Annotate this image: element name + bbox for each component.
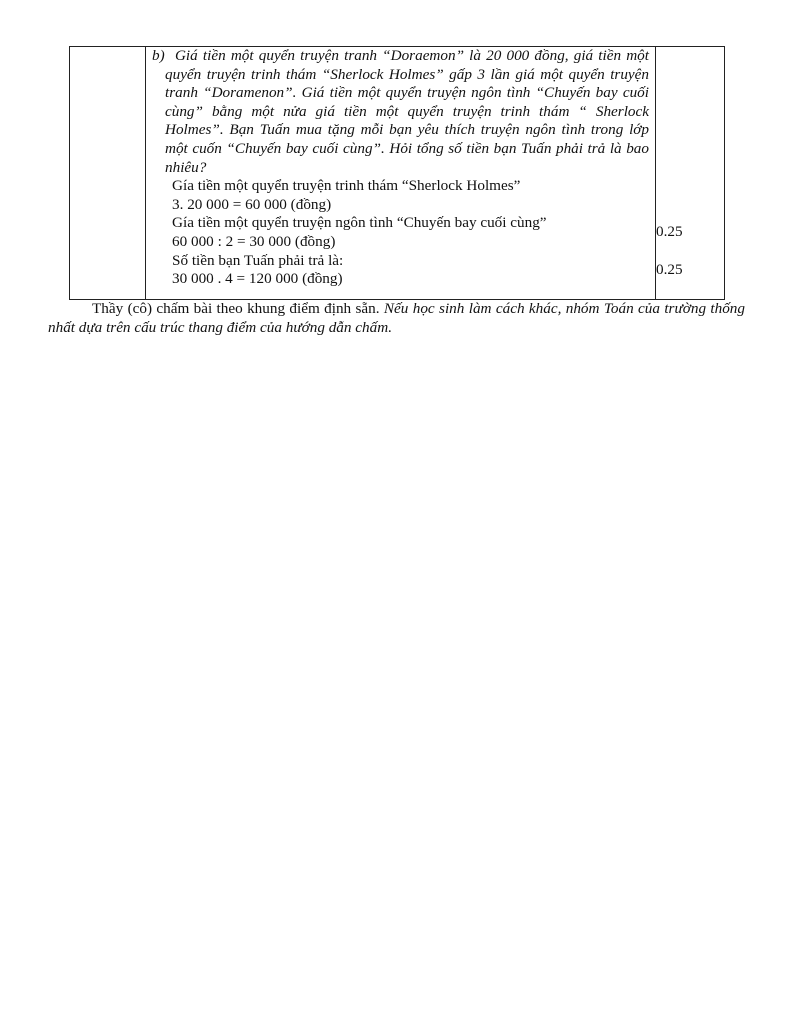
score-value: 0.25 xyxy=(656,223,683,240)
answer-line: Số tiền bạn Tuấn phải trả là: xyxy=(172,251,344,269)
answer-line: Gía tiền một quyển truyện trinh thám “Sherlock Holmes” xyxy=(172,177,521,195)
note-normal: Thầy (cô) chấm bài theo khung điểm định sẵn. xyxy=(92,300,380,317)
question-body: Giá tiền một quyển truyện tranh “Doraemon” là 20 000 đồng, giá tiền một quyển truyện trinh thám “Sherlock Holmes” gấp 3 lần giá một quyển truyện tranh “Doramenon”. Giá tiền một quyển truyện ngôn tình “Chuyến bay cuối cùng” bằng một nửa giá tiền một quyển truyện trinh thám “ Sherlock Holmes”. Bạn Tuấn mua tặng mỗi bạn yêu thích truyện ngôn tình trong lớp một cuốn “Chuyến bay cuối cùng”. Hỏi tổng số tiền bạn Tuấn phải trả là bao nhiêu? xyxy=(165,47,650,176)
note-italic: Nếu học sinh làm cách khác, nhóm Toán của trường thống nhất dựa trên cấu trúc thang điểm của hướng dẫn chấm. xyxy=(48,300,745,336)
score-cell xyxy=(656,47,725,300)
answer-line: 30 000 . 4 = 120 000 (đồng) xyxy=(172,270,343,288)
grading-table xyxy=(69,46,725,300)
question-number-cell xyxy=(70,47,146,300)
score-value: 0.25 xyxy=(656,261,683,278)
grading-note xyxy=(48,300,745,337)
answer-line: Gía tiền một quyển truyện ngôn tình “Chuyến bay cuối cùng” xyxy=(172,214,547,232)
question-label: b) xyxy=(152,47,165,64)
answer-block xyxy=(152,177,649,289)
content-cell xyxy=(146,47,656,300)
question-text xyxy=(152,47,649,177)
answer-line: 3. 20 000 = 60 000 (đồng) xyxy=(172,195,332,213)
table-row xyxy=(70,47,725,300)
answer-line: 60 000 : 2 = 30 000 (đồng) xyxy=(172,232,336,250)
